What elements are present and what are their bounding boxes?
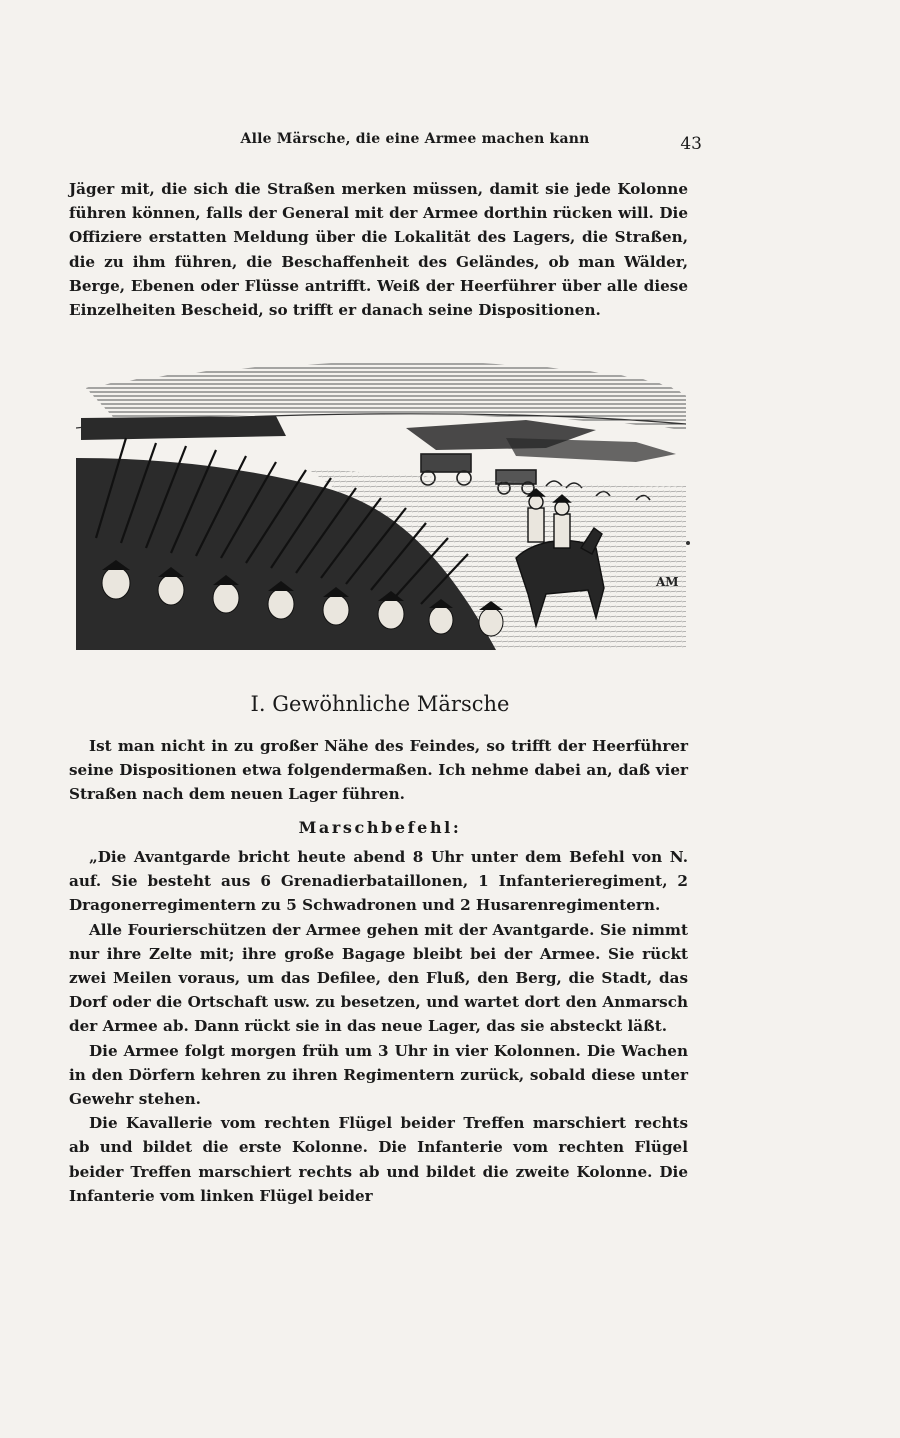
artist-monogram: AM <box>656 575 679 589</box>
order-text-block <box>69 845 688 1208</box>
marching-army-engraving <box>76 358 696 650</box>
paper-speck <box>686 541 690 545</box>
section-heading: I. Gewöhnliche Märsche <box>250 692 510 716</box>
section-lead-block <box>69 734 688 807</box>
order-paragraph: Die Armee folgt morgen früh um 3 Uhr in vier Kolonnen. Die Wachen in den Dörfern kehren zu ihren Regimentern zurück, sobald diese unter Gewehr stehen. <box>69 1041 688 1109</box>
intro-paragraph: Jäger mit, die sich die Straßen merken müssen, damit sie jede Kolonne führen können, falls der General mit der Armee dorthin rücken will. Die Offiziere erstatten Meldung über die Lokalität des Lagers, die Straßen, die zu ihm führen, die Beschaffenheit des Geländes, ob man Wälder, Berge, Ebenen oder Flüsse antrifft. Weiß der Heerführer über alle diese Einzelheiten Bescheid, so trifft er danach seine Dispositionen. <box>69 180 688 320</box>
running-head: Alle Märsche, die eine Armee machen kann <box>240 131 590 147</box>
intro-paragraph-block <box>69 177 688 322</box>
section-lead-paragraph: Ist man nicht in zu großer Nähe des Feindes, so trifft der Heerführer seine Dispositionen etwa folgendermaßen. Ich nehme dabei an, daß vier Straßen nach dem neuen Lager führen. <box>69 737 688 804</box>
page-number: 43 <box>680 134 702 154</box>
order-paragraph: „Die Avantgarde bricht heute abend 8 Uhr unter dem Befehl von N. auf. Sie besteht aus 6 Grenadierbataillonen, 1 Infanterieregiment, 2 Dragonerregimentern zu 5 Schwadronen und 2 Husarenregimentern. <box>69 848 688 915</box>
order-heading: Marschbefehl: <box>298 818 462 837</box>
order-paragraph: Alle Fourierschützen der Armee gehen mit der Avantgarde. Sie nimmt nur ihre Zelte mit; ihre große Bagage bleibt bei der Armee. Sie rückt zwei Meilen voraus, um das Defilee, den Fluß, den Berg, die Stadt, das Dorf oder die Ortschaft usw. zu besetzen, und wartet dort den Anmarsch der Armee ab. Dann rückt sie in das neue Lager, das sie absteckt läßt. <box>69 920 688 1036</box>
distant-troop-columns <box>81 416 676 462</box>
order-paragraph: Die Kavallerie vom rechten Flügel beider Treffen marschiert rechts ab und bildet die erste Kolonne. Die Infanterie vom rechten Flügel beider Treffen marschiert rechts ab und bildet die zweite Kolonne. Die Infanterie vom linken Flügel beider <box>69 1114 688 1205</box>
